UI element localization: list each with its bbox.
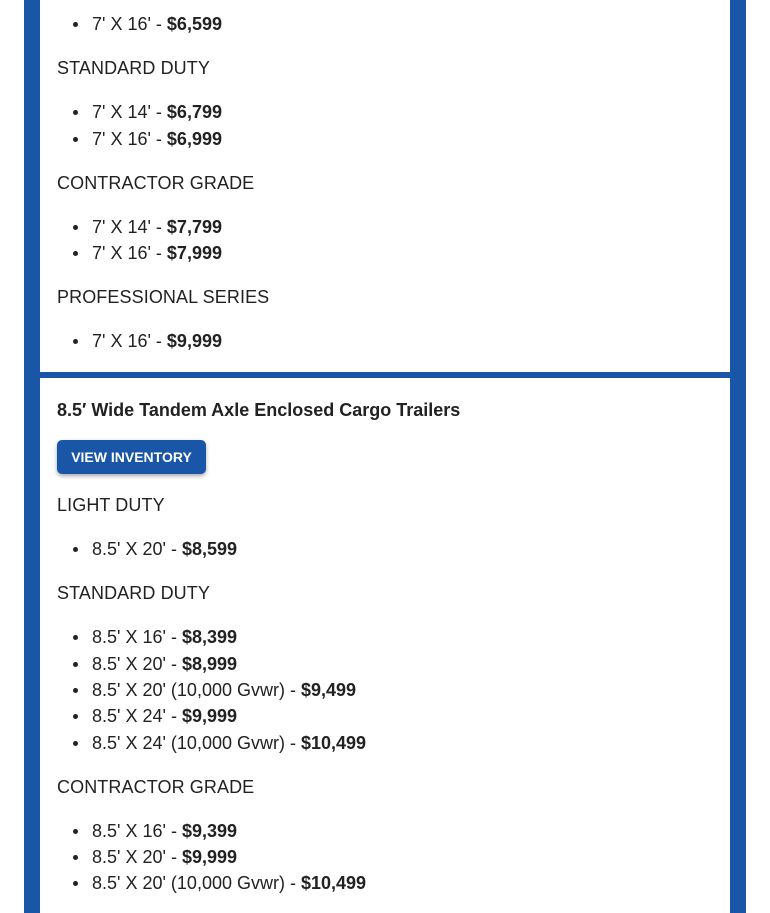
item-separator: - — [284, 680, 301, 700]
item-price: $8,999 — [181, 654, 237, 674]
item-separator: - — [165, 627, 182, 647]
item-separator: - — [284, 873, 301, 893]
trailer-section-7ft — [40, 0, 730, 372]
price-list-item — [92, 14, 222, 34]
item-size: 7' X 14' — [92, 102, 151, 122]
item-size: 8.5' X 24' (10,000 Gvwr) — [92, 733, 285, 753]
price-list-item — [92, 102, 222, 122]
item-separator: - — [165, 654, 182, 674]
item-size: 8.5' X 16' — [92, 821, 166, 841]
item-separator: - — [284, 733, 301, 753]
item-price: $9,999 — [181, 706, 237, 726]
item-separator: - — [150, 331, 167, 351]
price-list-item — [92, 821, 237, 841]
item-size: 8.5' X 20' — [92, 847, 166, 867]
price-list-item — [92, 654, 237, 674]
price-list-item — [92, 539, 237, 559]
item-price: $9,499 — [300, 680, 357, 700]
item-size: 7' X 14' — [92, 217, 151, 237]
item-size: 8.5' X 20' (10,000 Gvwr) — [92, 873, 285, 893]
item-price: $8,399 — [181, 627, 237, 647]
item-size: 8.5' X 20' — [92, 539, 166, 559]
tier-heading-standard-duty: STANDARD DUTY — [57, 58, 210, 78]
item-separator: - — [165, 847, 182, 867]
item-separator: - — [150, 129, 167, 149]
price-list-item — [92, 627, 237, 647]
price-list-item — [92, 706, 237, 726]
item-separator: - — [150, 14, 167, 34]
item-size: 7' X 16' — [92, 14, 151, 34]
tier-heading-professional-series: PROFESSIONAL SERIES — [57, 287, 270, 307]
price-list-item — [92, 217, 222, 237]
price-list-item — [92, 680, 356, 700]
item-price: $8,599 — [181, 539, 237, 559]
item-separator: - — [150, 102, 167, 122]
price-list-item — [92, 243, 222, 263]
price-list-item — [92, 733, 366, 753]
price-list-item — [92, 331, 222, 351]
item-separator: - — [150, 243, 167, 263]
price-list-item — [92, 129, 222, 149]
item-size: 8.5' X 20' (10,000 Gvwr) — [92, 680, 285, 700]
item-price: $6,999 — [166, 129, 222, 149]
item-size: 8.5' X 20' — [92, 654, 166, 674]
tier-heading-standard-duty: STANDARD DUTY — [57, 583, 210, 603]
item-separator: - — [165, 706, 182, 726]
item-size: 7' X 16' — [92, 243, 151, 263]
section-title: 8.5′ Wide Tandem Axle Enclosed Cargo Trailers — [57, 400, 461, 420]
tier-heading-contractor-grade: CONTRACTOR GRADE — [57, 777, 255, 797]
item-price: $6,799 — [166, 102, 222, 122]
item-price: $9,399 — [181, 821, 237, 841]
price-list-item — [92, 847, 237, 867]
item-separator: - — [165, 821, 182, 841]
item-size: 7' X 16' — [92, 331, 151, 351]
item-price: $10,499 — [300, 733, 367, 753]
item-size: 7' X 16' — [92, 129, 151, 149]
item-size: 8.5' X 16' — [92, 627, 166, 647]
item-size: 8.5' X 24' — [92, 706, 166, 726]
item-price: $10,499 — [300, 873, 367, 893]
tier-heading-light-duty: LIGHT DUTY — [57, 495, 165, 515]
item-price: $9,999 — [166, 331, 222, 351]
tier-heading-contractor-grade: CONTRACTOR GRADE — [57, 173, 255, 193]
item-price: $7,799 — [166, 217, 222, 237]
item-separator: - — [150, 217, 167, 237]
price-list-item — [92, 873, 366, 893]
item-price: $7,999 — [166, 243, 222, 263]
item-price: $6,599 — [166, 14, 222, 34]
page-frame — [24, 0, 746, 913]
item-separator: - — [165, 539, 182, 559]
trailer-section-8-5ft — [40, 378, 730, 913]
view-inventory-button[interactable]: VIEW INVENTORY — [57, 440, 206, 474]
item-price: $9,999 — [181, 847, 237, 867]
